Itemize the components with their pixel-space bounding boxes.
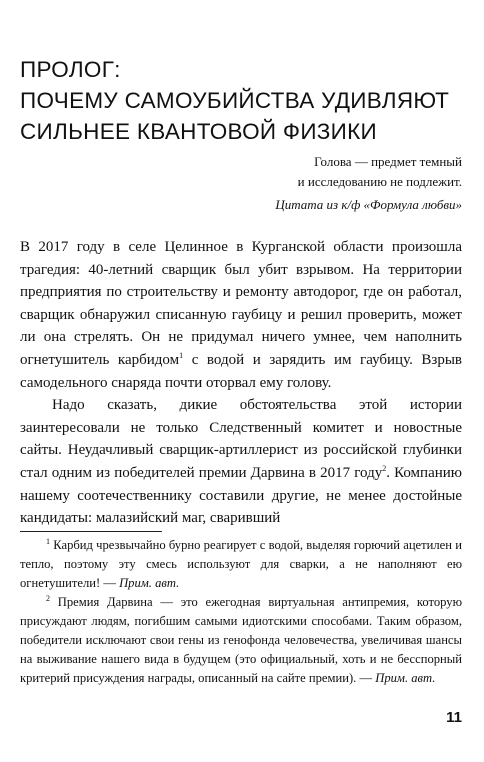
footnote-2 bbox=[20, 593, 462, 688]
epigraph bbox=[132, 152, 462, 215]
footnote-1-number: 1 bbox=[46, 536, 50, 546]
paragraph-1-text-b: с водой и зарядить им гаубицу. Взрыв самодельного снаряда почти оторвал ему голову. bbox=[20, 351, 462, 391]
epigraph-line-2: и исследованию не подлежит. bbox=[297, 174, 462, 189]
chapter-heading bbox=[20, 54, 470, 147]
footnote-ref-2[interactable]: 2 bbox=[382, 463, 387, 473]
chapter-heading-line-1: ПРОЛОГ: bbox=[20, 57, 121, 82]
epigraph-line-1: Голова — предмет темный bbox=[314, 154, 462, 169]
paragraph-2 bbox=[20, 394, 462, 530]
footnotes bbox=[20, 536, 462, 688]
footnote-1 bbox=[20, 536, 462, 593]
footnote-2-text: Премия Дарвина — это ежегодная виртуальная антипремия, которую присуждают людям, погибшим самыми идиотскими способами. Таким образом, победители исключают свои гены из генофонда человечества, увеличивая шансы на выживание нашего вида в будущем (это официальный, хоть и не бесспорный критерий присуждения награды, описанный на сайте премии). — bbox=[20, 595, 462, 685]
paragraph-2-text-a: Надо сказать, дикие обстоятельства этой истории заинтересовали не только Следственный комитет и новостные сайты. Неудачливый сварщик-артиллерист из российской глубинки стал одним из победителей премии Дарвина в 2017 году bbox=[20, 397, 462, 481]
footnote-2-number: 2 bbox=[46, 593, 50, 603]
paragraph-2-text-b: . Компанию нашему соотечественнику составили другие, не менее достойные кандидаты: малазийский маг, сваривший bbox=[20, 464, 462, 527]
footnote-2-author: Прим. авт. bbox=[375, 671, 436, 685]
epigraph-source: Цитата из к/ф «Формула любви» bbox=[275, 197, 462, 212]
footnote-divider bbox=[20, 531, 162, 532]
footnote-1-author: Прим. авт. bbox=[119, 576, 180, 590]
chapter-heading-line-3: СИЛЬНЕЕ КВАНТОВОЙ ФИЗИКИ bbox=[20, 119, 378, 144]
paragraph-1-text-a: В 2017 году в селе Целинное в Курганской области произошла трагедия: 40-летний сварщик был убит взрывом. На территории предприятия по строительству и ремонту автодорог, где он работал, сварщик обнаружил списанную гаубицу и решил проверить, может ли она стрелять. Он не придумал ничего умнее, чем наполнить огнетушитель карбидом bbox=[20, 239, 462, 368]
page-number: 11 bbox=[446, 709, 462, 726]
footnote-1-text: Карбид чрезвычайно бурно реагирует с водой, выделяя горючий ацетилен и тепло, поэтому эту смесь используют для сварки, а не наполняют ею огнетушители! — bbox=[20, 538, 462, 590]
paragraph-1 bbox=[20, 236, 462, 394]
chapter-heading-line-2: ПОЧЕМУ САМОУБИЙСТВА УДИВЛЯЮТ bbox=[20, 88, 450, 113]
body-text bbox=[20, 236, 462, 530]
footnote-ref-1[interactable]: 1 bbox=[179, 350, 184, 360]
